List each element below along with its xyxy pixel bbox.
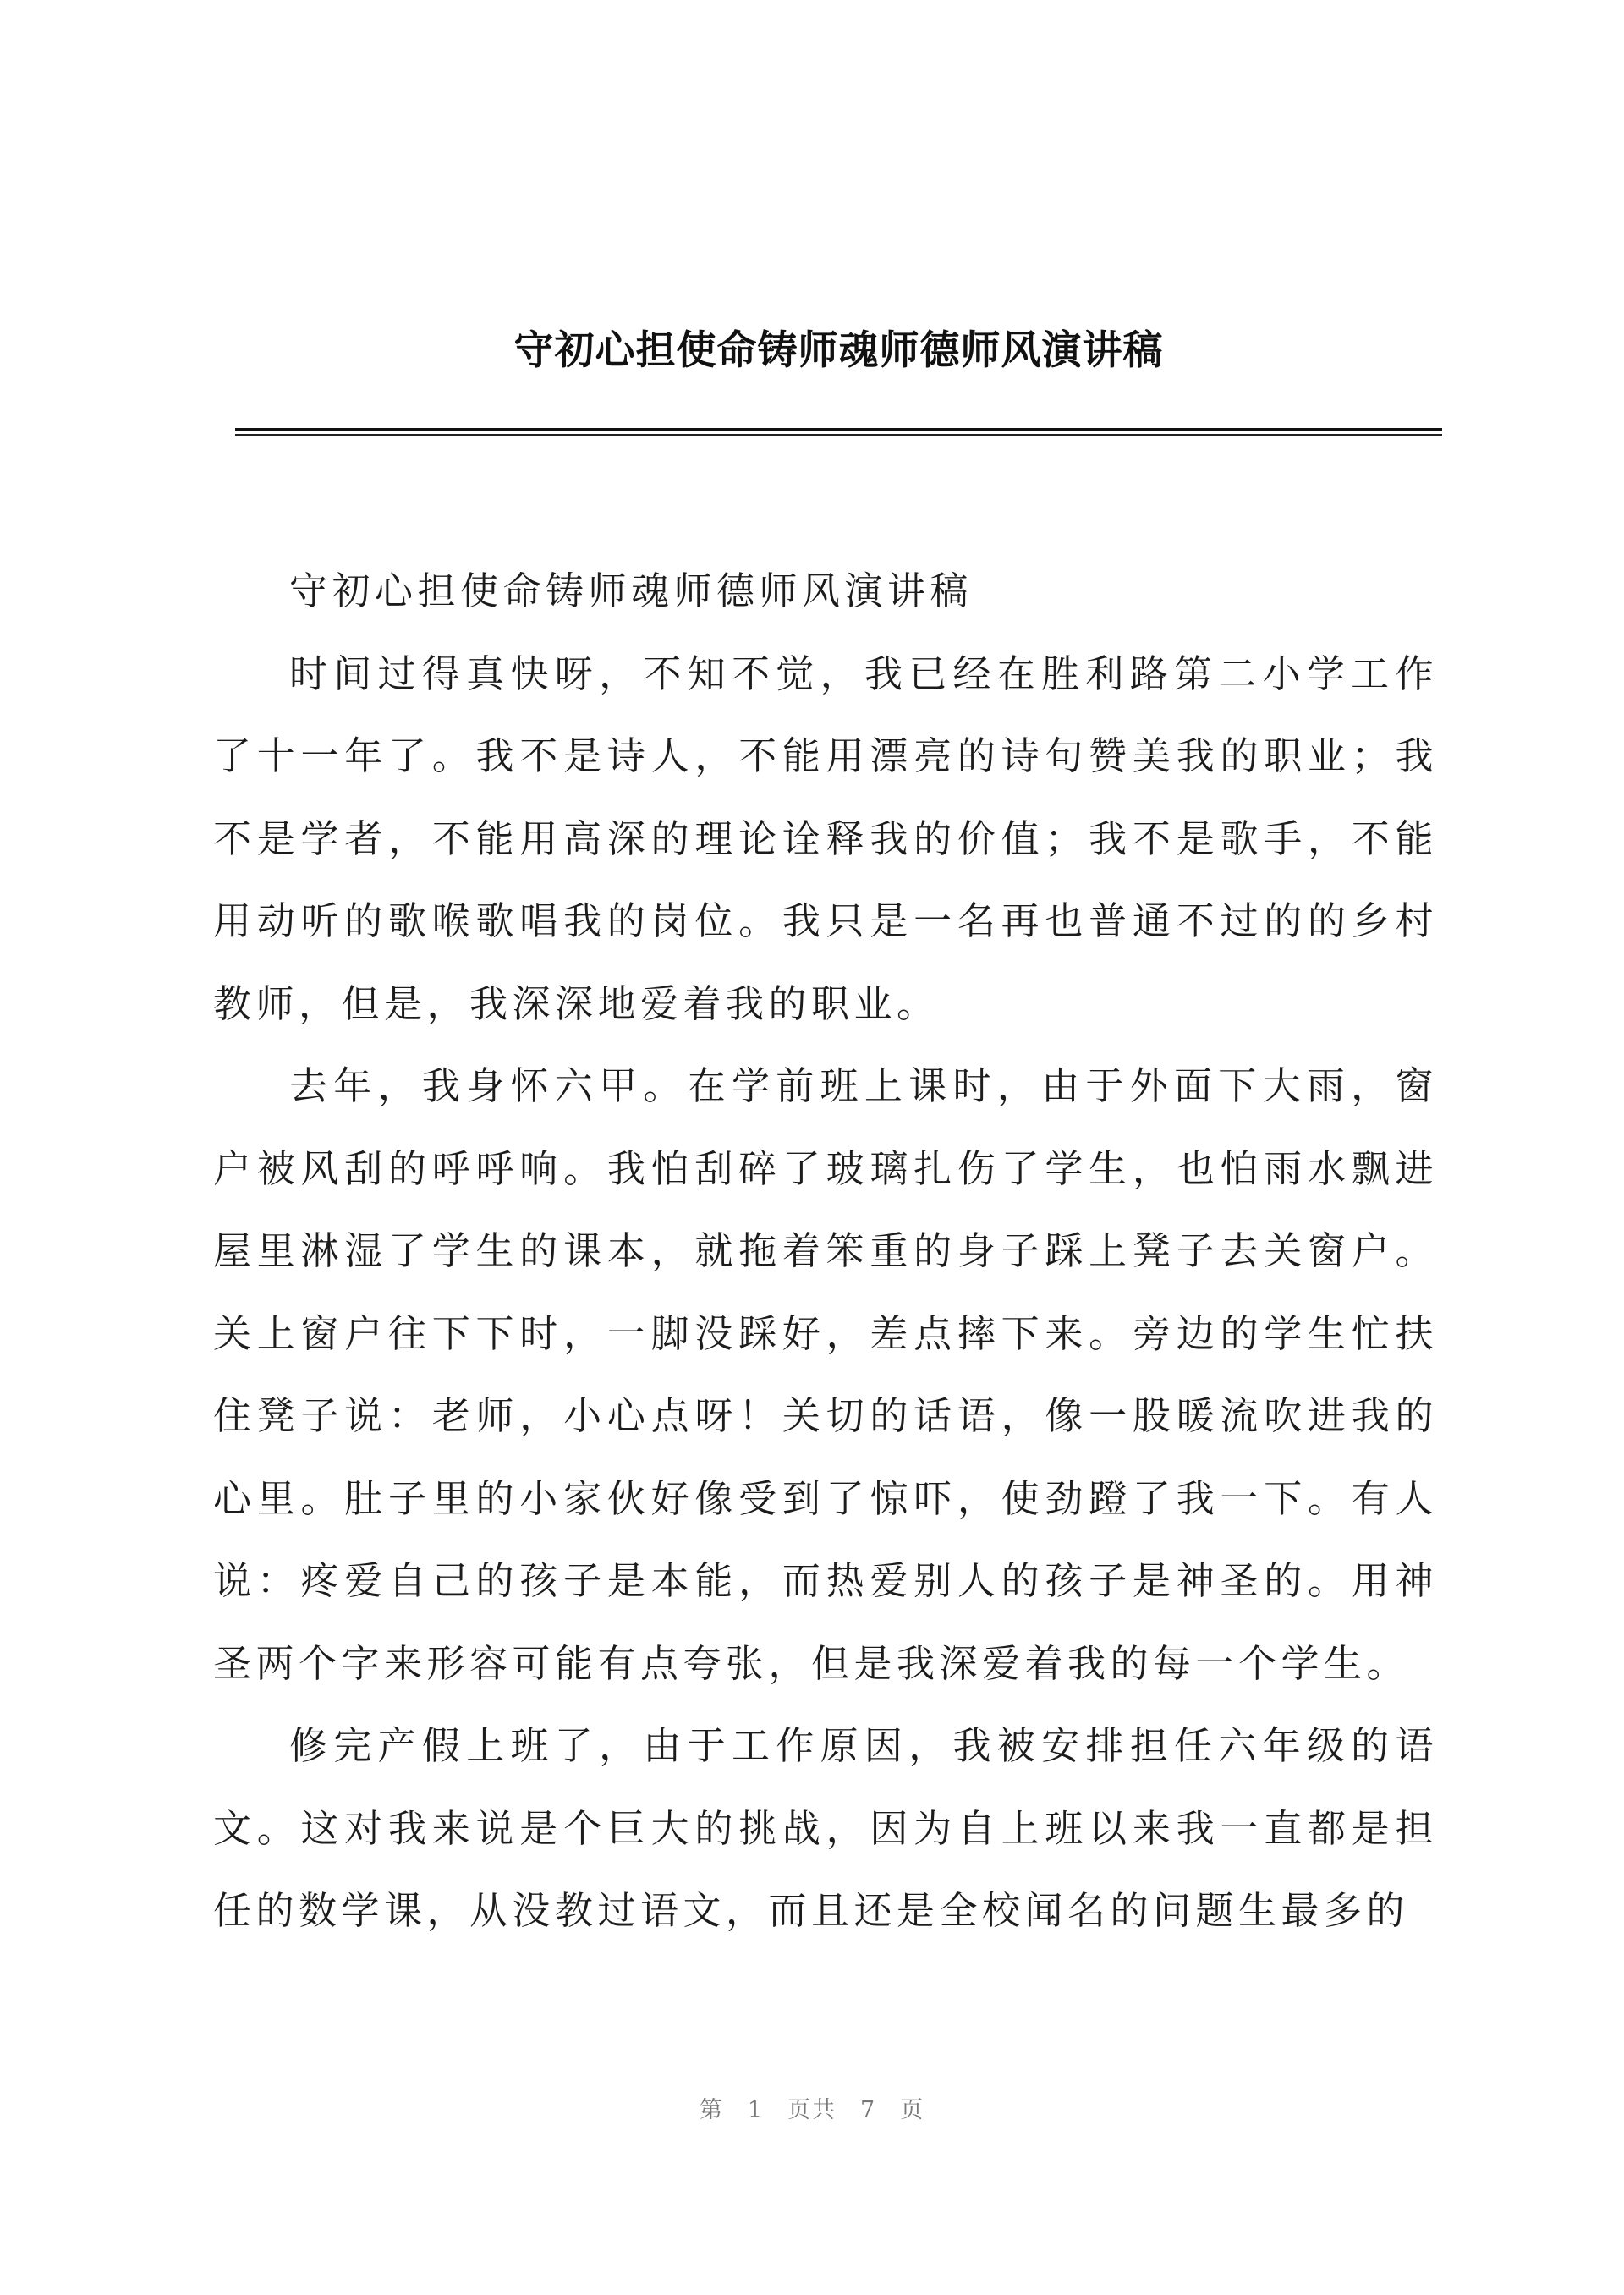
page-footer bbox=[0, 2091, 1624, 2124]
paragraph: 时间过得真快呀，不知不觉，我已经在胜利路第二小学工作了十一年了。我不是诗人，不能用漂亮的诗句赞美我的职业；我不是学者，不能用高深的理论诠释我的价值；我不是歌手，不能用动听的歌喉歌唱我的岗位。我只是一名再也普通不过的的乡村教师，但是，我深深地爱着我的职业。 bbox=[213, 651, 1438, 1026]
document-body bbox=[213, 550, 1438, 1952]
paragraph: 修完产假上班了，由于工作原因，我被安排担任六年级的语文。这对我来说是个巨大的挑战，因为自上班以来我一直都是担任的数学课，从没教过语文，而且还是全校闻名的问题生最多的 bbox=[213, 1723, 1438, 1933]
paragraph-heading: 守初心担使命铸师魂师德师风演讲稿 bbox=[289, 568, 974, 613]
total-pages-number: 7 bbox=[860, 2097, 877, 2123]
paragraph: 去年，我身怀六甲。在学前班上课时，由于外面下大雨，窗户被风刮的呼呼响。我怕刮碎了玻璃扎伤了学生，也怕雨水飘进屋里淋湿了学生的课本，就拖着笨重的身子踩上凳子去关窗户。关上窗户往下下时，一脚没踩好，差点摔下来。旁边的学生忙扶住凳子说：老师，小心点呀！关切的话语，像一股暖流吹进我的心里。肚子里的小家伙好像受到了惊吓，使劲蹬了我一下。有人说：疼爱自己的孩子是本能，而热爱别人的孩子是神圣的。用神圣两个字来形容可能有点夸张，但是我深爱着我的每一个学生。 bbox=[213, 1063, 1438, 1686]
title-rule-thin-line bbox=[235, 434, 1442, 436]
title-double-rule bbox=[235, 428, 1442, 436]
page-label-suffix: 页 bbox=[900, 2097, 925, 2123]
page-label-prefix: 第 bbox=[699, 2097, 724, 2123]
document-title: 守初心担使命铸师魂师德师风演讲稿 bbox=[513, 327, 1164, 374]
current-page-number: 1 bbox=[747, 2097, 764, 2123]
page-label-mid: 页共 bbox=[787, 2097, 837, 2123]
title-rule-thick-line bbox=[235, 428, 1442, 431]
